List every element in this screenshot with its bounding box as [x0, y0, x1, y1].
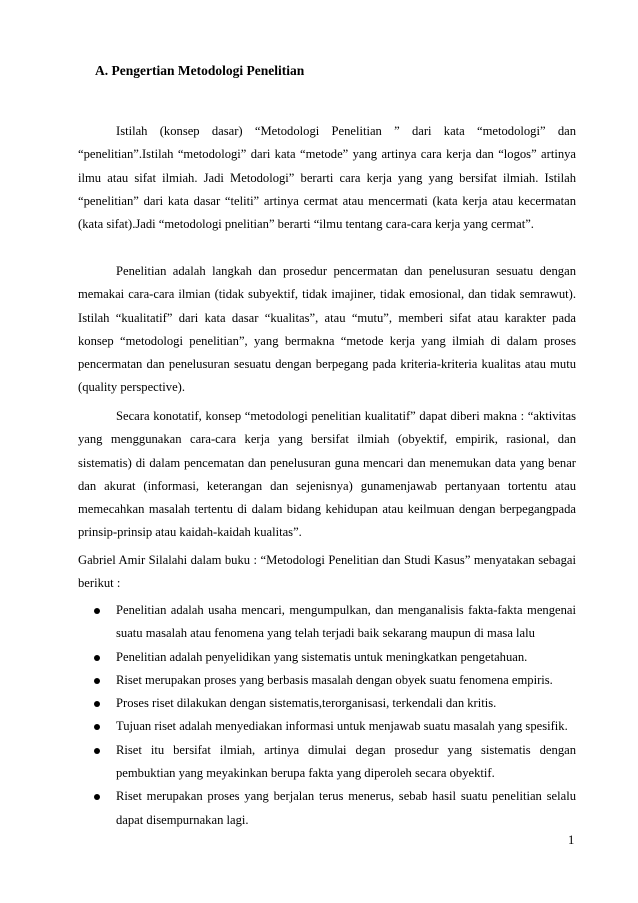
bullet-icon — [94, 748, 100, 754]
bullet-icon — [94, 724, 100, 730]
list-item-text: Riset merupakan proses yang berjalan terus menerus, sebab hasil suatu penelitian selalu dapat disempurnakan lagi. — [116, 789, 576, 827]
list-item — [78, 646, 576, 669]
list-item — [78, 739, 576, 786]
list-item — [78, 715, 576, 738]
paragraph-metodologi-definition: Istilah (konsep dasar) “Metodologi Penelitian ” dari kata “metodologi” dan “penelitian”.Istilah “metodologi” dari kata “metode” yang artinya cara kerja dan “logos” artinya ilmu atau sifat ilmiah. Jadi Metodologi” berarti cara kerja yang yang bersifat ilmiah. Istilah “penelitian” dari kata dasar “teliti” artinya cermat atau mencermati (kata kerja atau kecermatan (kata sifat).Jadi “metodologi pnelitian” berarti “ilmu tentang cara-cara kerja yang cermat”. — [78, 124, 576, 232]
bullet-icon — [94, 608, 100, 614]
list-item-text: Penelitian adalah penyelidikan yang sistematis untuk meningkatkan pengetahuan. — [116, 649, 528, 664]
paragraph-gabriel-quote: Gabriel Amir Silalahi dalam buku : “Metodologi Penelitian dan Studi Kasus” menyatakan sebagai berikut : — [78, 553, 576, 591]
list-item — [78, 669, 576, 692]
list-item-text: Riset merupakan proses yang berbasis masalah dengan obyek suatu fenomena empiris. — [116, 672, 553, 687]
list-item — [78, 599, 576, 646]
list-item-text: Riset itu bersifat ilmiah, artinya dimulai degan prosedur yang sistematis dengan pembuktian yang meyakinkan berupa fakta yang diperoleh secara obyektif. — [116, 742, 576, 781]
list-item-text: Penelitian adalah usaha mencari, mengumpulkan, dan menganalisis fakta-fakta mengenai suatu masalah atau fenomena yang telah terjadi baik sekarang maupun di masa lalu — [116, 603, 576, 641]
definition-bullet-list — [78, 599, 576, 832]
bullet-icon — [94, 794, 100, 800]
list-item-text: Tujuan riset adalah menyediakan informasi untuk menjawab suatu masalah yang spesifik. — [116, 719, 568, 734]
page-number: 1 — [568, 833, 575, 847]
list-item — [78, 785, 576, 832]
bullet-icon — [94, 701, 100, 707]
paragraph-penelitian-definition: Penelitian adalah langkah dan prosedur pencermatan dan penelusuran sesuatu dengan memakai cara-cara ilmian (tidak subyektif, tidak imajiner, tidak emosional, dan tidak semrawut). Istilah “kualitatif” dari kata dasar “kualitas”, atau “mutu”, memberi sifat atau karakter pada konsep “metodologi penelitian”, yang bermakna “metode kerja yang ilmiah di dalam proses pencermatan dan penelusuran sesuatu dengan berpegang pada kriteria-kriteria kualitas atau mutu (quality perspective). — [78, 264, 576, 395]
paragraph-konotatif: Secara konotatif, konsep “metodologi penelitian kualitatif” dapat diberi makna : “aktivitas yang menggunakan cara-cara kerja yang bersifat ilmiah (obyektif, empirik, rasional, dan sistematis) di dalam pencematan dan penelusuran guna mencari dan menemukan data yang benar dan akurat (informasi, keterangan dan sejenisnya) gunamenjawab pertanyaan tortentu atau memecahkan masalah tertentu di dalam bidang kehidupan atau keilmuan dengan berpegangpada prinsip-prinsip atau kaidah-kaidah kualitas”. — [78, 409, 576, 540]
bullet-icon — [94, 655, 100, 661]
bullet-icon — [94, 678, 100, 684]
list-item — [78, 692, 576, 715]
list-item-text: Proses riset dilakukan dengan sistematis,terorganisasi, terkendali dan kritis. — [116, 696, 497, 711]
section-heading: A. Pengertian Metodologi Penelitian — [95, 63, 305, 78]
